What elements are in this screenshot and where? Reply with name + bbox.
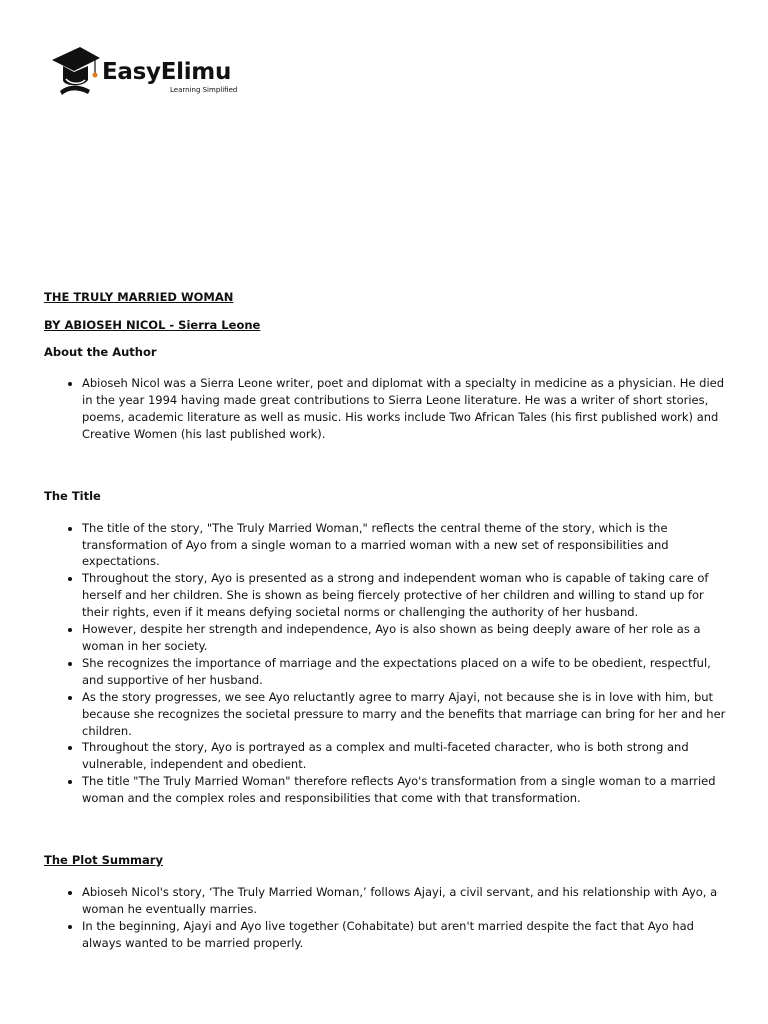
easyelimu-logo: [50, 44, 250, 100]
graduation-cap-icon: [50, 44, 110, 100]
section-heading-about-author: About the Author: [44, 345, 157, 359]
about-author-list: [44, 375, 729, 443]
list-item: • However, despite her strength and independence, Ayo is also shown as being deeply aware of her role as a woman in her society.: [82, 621, 729, 655]
list-item: • In the beginning, Ajayi and Ayo live together (Cohabitate) but aren't married despite the fact that Ayo had always wanted to be married properly.: [82, 918, 729, 952]
list-item: • Abioseh Nicol's story, ‘The Truly Married Woman,’ follows Ajayi, a civil servant, and his relationship with Ayo, a woman he eventually marries.: [82, 884, 729, 918]
list-item: • As the story progresses, we see Ayo reluctantly agree to marry Ajayi, not because she is in love with him, but because she recognizes the societal pressure to marry and the benefits that marriage can bring for her and her children.: [82, 689, 729, 740]
list-item: • The title of the story, "The Truly Married Woman," reflects the central theme of the story, which is the transformation of Ayo from a single woman to a married woman with a new set of responsibilities and expectations.: [82, 520, 729, 571]
list-item: • Throughout the story, Ayo is presented as a strong and independent woman who is capable of taking care of herself and her children. She is shown as being fiercely protective of her children and willing to stand up for their rights, even if it means defying societal norms or challenging the authority of her husband.: [82, 570, 729, 621]
document-title: THE TRULY MARRIED WOMAN: [44, 290, 234, 304]
logo-tagline: Learning Simplified: [170, 86, 238, 94]
list-item: • The title "The Truly Married Woman" therefore reflects Ayo's transformation from a single woman to a married woman and the complex roles and responsibilities that come with that transformation.: [82, 773, 729, 807]
list-item: • Throughout the story, Ayo is portrayed as a complex and multi-faceted character, who is both strong and vulnerable, independent and obedient.: [82, 739, 729, 773]
list-item: • She recognizes the importance of marriage and the expectations placed on a wife to be obedient, respectful, and supportive of her husband.: [82, 655, 729, 689]
list-item: • Abioseh Nicol was a Sierra Leone writer, poet and diplomat with a specialty in medicine as a physician. He died in the year 1994 having made great contributions to Sierra Leone literature. He was a writer of short stories, poems, academic literature as well as music. His works include Two African Tales (his first published work) and Creative Women (his last published work).: [82, 375, 729, 443]
section-heading-title: The Title: [44, 488, 101, 503]
title-list: [44, 520, 729, 807]
plot-summary-list: [44, 884, 729, 952]
section-heading-plot-summary: The Plot Summary: [44, 853, 163, 868]
document-byline: BY ABIOSEH NICOL - Sierra Leone: [44, 318, 261, 332]
logo-wordmark: EasyElimu: [102, 59, 232, 85]
document-body: [44, 290, 729, 952]
